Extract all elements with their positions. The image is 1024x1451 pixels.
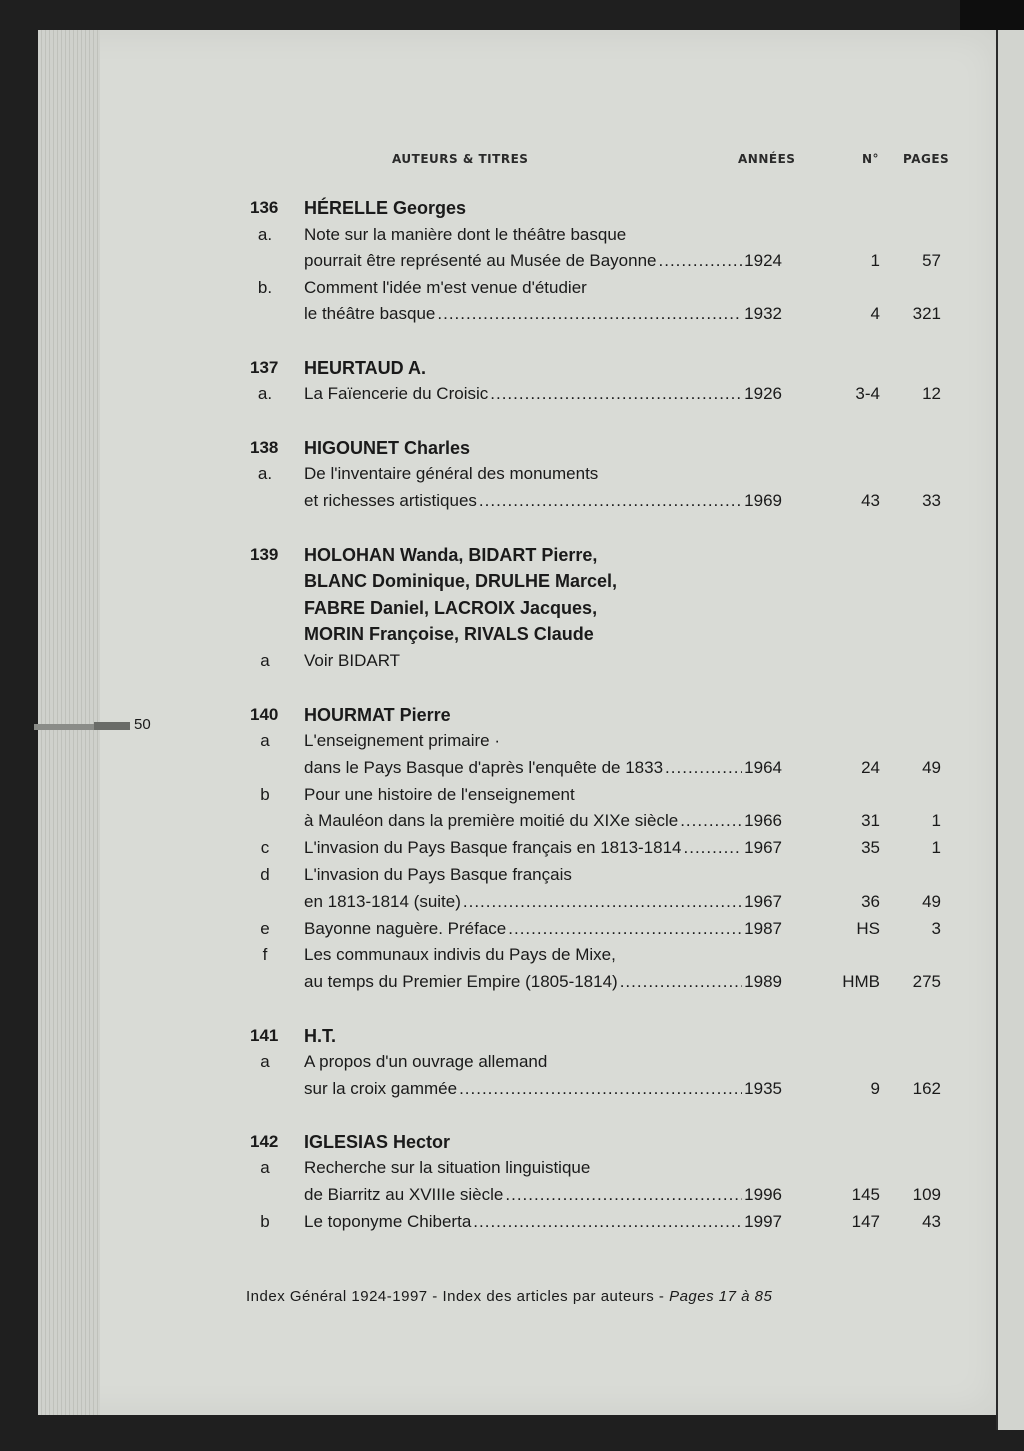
item-title-with-leader: [304, 755, 782, 781]
item-title-with-leader: [304, 1209, 782, 1235]
item-letter: a.: [257, 384, 273, 403]
item-title-with-leader: [304, 808, 782, 834]
item-title: L'invasion du Pays Basque français: [304, 865, 572, 884]
item-title: Recherche sur la situation linguistique: [304, 1158, 591, 1177]
item-issue-number: 36: [861, 892, 880, 911]
item-pages: 3: [931, 919, 941, 938]
item-title: Bayonne naguère. Préface: [304, 919, 507, 938]
dot-leader: [665, 755, 742, 781]
item-issue-number: 3-4: [855, 384, 880, 403]
item-title-with-leader: [304, 1182, 782, 1208]
item-title: L'enseignement primaire ·: [304, 731, 501, 750]
item-pages: 49: [922, 758, 941, 777]
item-pages: 162: [912, 1079, 941, 1098]
item-title: La Faïencerie du Croisic: [304, 384, 489, 403]
item-title-with-leader: [304, 889, 782, 915]
item-issue-number: 4: [870, 304, 880, 323]
header-pages: PAGES: [903, 152, 950, 166]
author-name: HOLOHAN Wanda, BIDART Pierre,: [304, 545, 598, 565]
item-year: 1997: [744, 1212, 782, 1231]
item-year: 1926: [744, 384, 782, 403]
item-title: L'invasion du Pays Basque français en 1813-1814: [304, 838, 682, 857]
item-letter: a.: [257, 225, 273, 244]
item-title: Pour une histoire de l'enseignement: [304, 785, 575, 804]
item-issue-number: 145: [851, 1185, 880, 1204]
dot-leader: [473, 1209, 742, 1235]
entry-number: 141: [250, 1026, 279, 1045]
item-year: 1987: [744, 919, 782, 938]
item-title: à Mauléon dans la première moitié du XIXe siècle: [304, 811, 679, 830]
item-letter: a: [260, 1052, 270, 1071]
item-title: dans le Pays Basque d'après l'enquête de 1833: [304, 758, 664, 777]
item-title-with-leader: [304, 835, 782, 861]
item-pages: 49: [922, 892, 941, 911]
dot-leader: [463, 889, 742, 915]
item-year: 1967: [744, 838, 782, 857]
item-title: au temps du Premier Empire (1805-1814): [304, 972, 618, 991]
header-annees: ANNÉES: [738, 152, 796, 166]
item-issue-number: HS: [856, 919, 880, 938]
item-letter: b: [260, 1212, 270, 1231]
author-name: HOURMAT Pierre: [304, 705, 451, 725]
item-pages: 1: [931, 811, 941, 830]
item-year: 1967: [744, 892, 782, 911]
item-pages: 275: [912, 972, 941, 991]
item-title-with-leader: [304, 381, 782, 407]
dot-leader: [620, 969, 742, 995]
item-letter: b: [260, 785, 270, 804]
item-letter: a: [260, 1158, 270, 1177]
item-letter: c: [260, 838, 270, 857]
item-title: et richesses artistiques: [304, 491, 477, 510]
item-title: De l'inventaire général des monuments: [304, 464, 599, 483]
author-name: HÉRELLE Georges: [304, 198, 467, 218]
item-letter: f: [262, 945, 268, 964]
item-year: 1924: [744, 251, 782, 270]
author-name: HIGOUNET Charles: [304, 438, 471, 458]
item-title: Voir BIDART: [304, 651, 401, 670]
dot-leader: [505, 1182, 742, 1208]
item-issue-number: 147: [851, 1212, 880, 1231]
item-year: 1935: [744, 1079, 782, 1098]
item-issue-number: 35: [861, 838, 880, 857]
item-pages: 57: [922, 251, 941, 270]
header-num: N°: [862, 152, 880, 166]
author-name: H.T.: [304, 1026, 337, 1046]
dot-leader: [437, 301, 742, 327]
item-title: Les communaux indivis du Pays de Mixe,: [304, 945, 616, 964]
author-name: FABRE Daniel, LACROIX Jacques,: [304, 598, 598, 618]
item-pages: 43: [922, 1212, 941, 1231]
dot-leader: [490, 381, 742, 407]
item-letter: d: [260, 865, 270, 884]
entry-number: 136: [250, 198, 279, 217]
author-name: BLANC Dominique, DRULHE Marcel,: [304, 571, 618, 591]
item-letter: e: [260, 919, 270, 938]
item-issue-number: 31: [861, 811, 880, 830]
item-year: 1932: [744, 304, 782, 323]
item-year: 1989: [744, 972, 782, 991]
item-pages: 1: [931, 838, 941, 857]
item-title-with-leader: [304, 301, 782, 327]
page-number: 50: [134, 716, 151, 733]
item-pages: 12: [922, 384, 941, 403]
page-footer: [246, 1288, 772, 1305]
item-issue-number: 9: [870, 1079, 880, 1098]
item-year: 1966: [744, 811, 782, 830]
item-pages: 33: [922, 491, 941, 510]
entry-number: 139: [250, 545, 279, 564]
item-title: Comment l'idée m'est venue d'étudier: [304, 278, 587, 297]
item-title-with-leader: [304, 1076, 782, 1102]
entry-number: 137: [250, 358, 279, 377]
item-pages: 321: [912, 304, 941, 323]
dot-leader: [479, 488, 742, 514]
entry-number: 138: [250, 438, 279, 457]
item-issue-number: 24: [861, 758, 880, 777]
item-letter: a.: [257, 464, 273, 483]
entry-number: 142: [250, 1132, 279, 1151]
author-name: HEURTAUD A.: [304, 358, 426, 378]
entry-number: 140: [250, 705, 279, 724]
item-title-with-leader: [304, 916, 782, 942]
dot-leader: [508, 916, 742, 942]
author-name: MORIN Françoise, RIVALS Claude: [304, 624, 594, 644]
item-letter: a: [260, 651, 270, 670]
author-name: IGLESIAS Hector: [304, 1132, 451, 1152]
item-title: sur la croix gammée: [304, 1079, 458, 1098]
item-title-with-leader: [304, 488, 782, 514]
dot-leader: [680, 808, 742, 834]
item-title: Le toponyme Chiberta: [304, 1212, 472, 1231]
footer-pages: Pages 17 à 85: [669, 1288, 773, 1305]
header-auteurs-titres: AUTEURS & TITRES: [392, 152, 529, 166]
dot-leader: [459, 1076, 742, 1102]
dot-leader: [684, 835, 743, 861]
item-issue-number: 43: [861, 491, 880, 510]
item-pages: 109: [912, 1185, 941, 1204]
item-title: le théâtre basque: [304, 304, 436, 323]
item-year: 1969: [744, 491, 782, 510]
item-issue-number: HMB: [842, 972, 880, 991]
item-title: de Biarritz au XVIIIe siècle: [304, 1185, 504, 1204]
item-letter: b.: [257, 278, 273, 297]
item-title: Note sur la manière dont le théâtre basque: [304, 225, 627, 244]
item-issue-number: 1: [870, 251, 880, 270]
item-title: en 1813-1814 (suite): [304, 892, 461, 911]
item-title-with-leader: [304, 248, 782, 274]
dot-leader: [659, 248, 743, 274]
item-title: pourrait être représenté au Musée de Bayonne: [304, 251, 657, 270]
item-title-with-leader: [304, 969, 782, 995]
item-year: 1964: [744, 758, 782, 777]
item-title: A propos d'un ouvrage allemand: [304, 1052, 548, 1071]
footer-title: Index Général 1924-1997 - Index des articles par auteurs -: [246, 1288, 670, 1305]
item-year: 1996: [744, 1185, 782, 1204]
item-letter: a: [260, 731, 270, 750]
